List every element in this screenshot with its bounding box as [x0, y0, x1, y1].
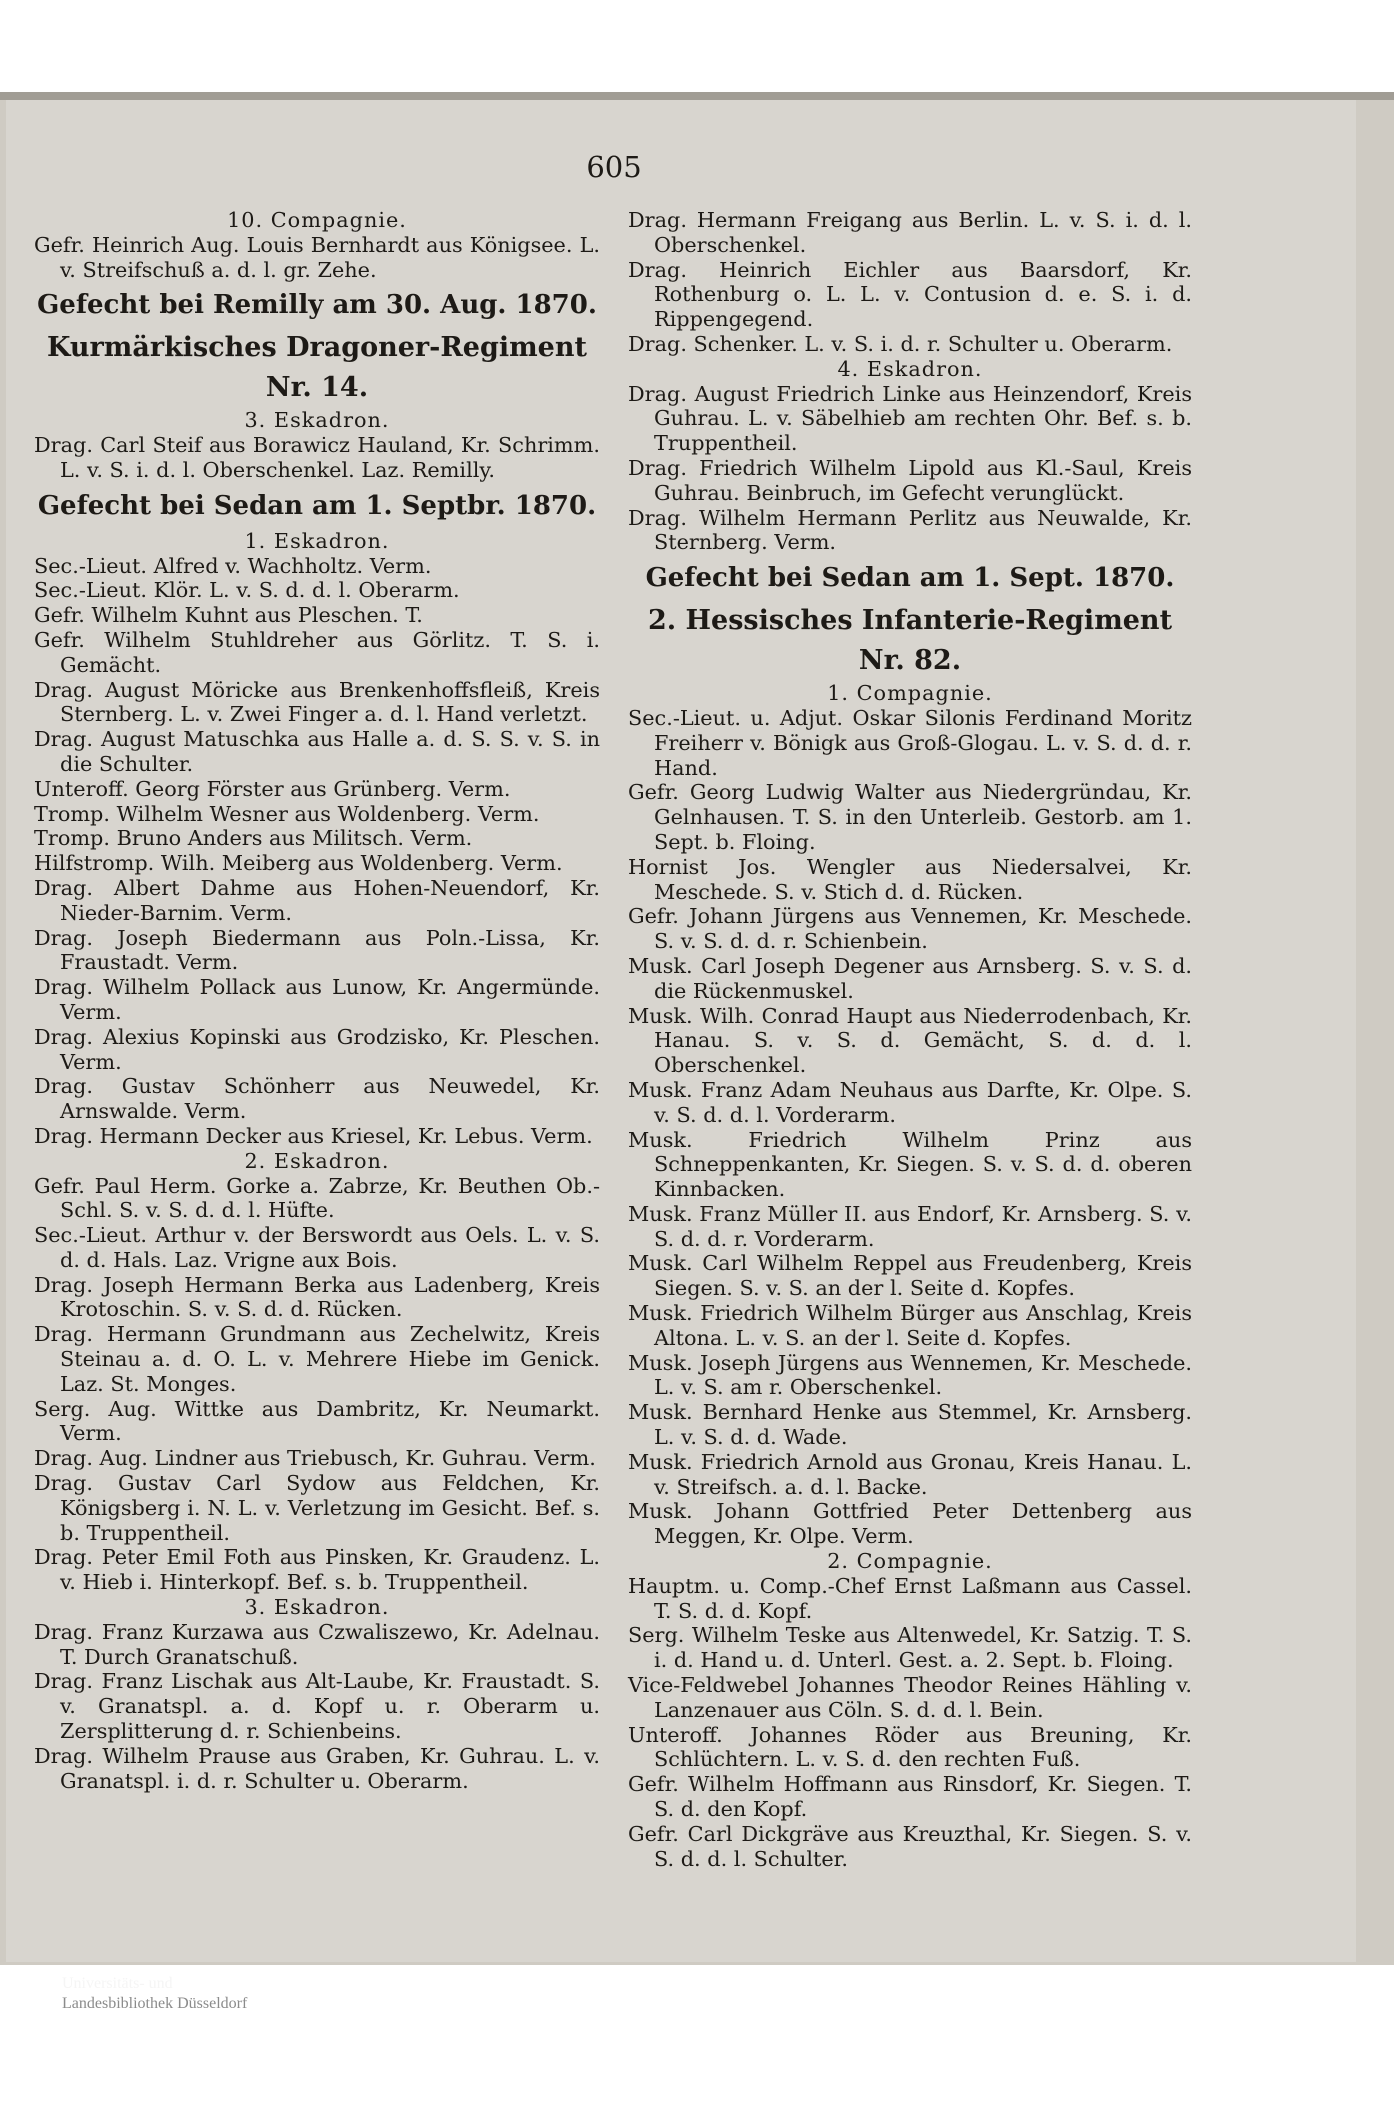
- list-entry: Drag. Franz Kurzawa aus Czwaliszewo, Kr. Adelnau. T. Durch Granatschuß.: [34, 1619, 600, 1669]
- list-entry: Gefr. Wilhelm Stuhldreher aus Görlitz. T. S. i. Gemächt.: [34, 627, 600, 677]
- list-entry: Musk. Carl Wilhelm Reppel aus Freudenberg, Kreis Siegen. S. v. S. an der l. Seite d. Kopfes.: [628, 1251, 1192, 1301]
- list-entry: Musk. Bernhard Henke aus Stemmel, Kr. Arnsberg. L. v. S. d. d. Wade.: [628, 1400, 1192, 1450]
- list-entry: Drag. Heinrich Eichler aus Baarsdorf, Kr. Rothenburg o. L. L. v. Contusion d. e. S. i. d. Rippengegend.: [628, 257, 1192, 332]
- list-entry: Drag. Franz Lischak aus Alt-Laube, Kr. Fraustadt. S. v. Granatspl. a. d. Kopf u. r. Oberarm u. Zersplitterung d. r. Schienbeins.: [34, 1669, 600, 1744]
- library-logo-line1: Universitäts- und: [62, 1975, 173, 1992]
- section-subheading: 4. Eskadron.: [837, 356, 983, 381]
- list-entry: Drag. Aug. Lindner aus Triebusch, Kr. Guhrau. Verm.: [34, 1446, 596, 1471]
- list-entry: Drag. August Matuschka aus Halle a. d. S. S. v. S. in die Schulter.: [34, 727, 600, 776]
- library-logo-text: [62, 1974, 247, 2014]
- section-heading: Gefecht bei Remilly am 30. Aug. 1870.: [37, 290, 597, 321]
- section-subheading: 2. Compagnie.: [827, 1549, 993, 1574]
- list-entry: Drag. Wilhelm Prause aus Graben, Kr. Guhrau. L. v. Granatspl. i. d. r. Schulter u. Oberarm.: [34, 1743, 600, 1793]
- list-entry: Drag. Joseph Biedermann aus Poln.-Lissa, Kr. Fraustadt. Verm.: [34, 925, 600, 975]
- section-subheading: 3. Eskadron.: [244, 1595, 390, 1620]
- list-entry: Musk. Friedrich Wilhelm Bürger aus Anschlag, Kreis Altona. L. v. S. an der l. Seite d. Kopfes.: [628, 1301, 1192, 1350]
- right-column: [628, 208, 1192, 1871]
- library-logo-line2: Landesbibliothek Düsseldorf: [62, 1995, 248, 2012]
- list-entry: Drag. Peter Emil Foth aus Pinsken, Kr. Graudenz. L. v. Hieb i. Hinterkopf. Bef. s. b. Truppentheil.: [34, 1545, 600, 1595]
- list-entry: Drag. Wilhelm Hermann Perlitz aus Neuwalde, Kr. Sternberg. Verm.: [628, 505, 1192, 555]
- list-entry: Serg. Wilhelm Teske aus Altenwedel, Kr. Satzig. T. S. i. d. Hand u. d. Unterl. Gest. a. 2. Sept. b. Floing.: [628, 1623, 1192, 1673]
- list-entry: Hilfstromp. Wilh. Meiberg aus Woldenberg. Verm.: [34, 851, 563, 876]
- list-entry: Gefr. Carl Dickgräve aus Kreuzthal, Kr. Siegen. S. v. S. d. d. l. Schulter.: [628, 1821, 1192, 1871]
- list-entry: Drag. Alexius Kopinski aus Grodzisko, Kr. Pleschen. Verm.: [34, 1024, 600, 1074]
- list-entry: Gefr. Wilhelm Kuhnt aus Pleschen. T.: [34, 603, 423, 628]
- list-entry: Musk. Wilh. Conrad Haupt aus Niederrodenbach, Kr. Hanau. S. v. S. d. Gemächt, S. d. d. l. Oberschenkel.: [628, 1003, 1192, 1078]
- list-entry: Musk. Carl Joseph Degener aus Arnsberg. S. v. S. d. die Rückenmuskel.: [628, 953, 1192, 1003]
- list-entry: Musk. Franz Adam Neuhaus aus Darfte, Kr. Olpe. S. v. S. d. d. l. Vorderarm.: [628, 1077, 1192, 1127]
- section-subheading: 10. Compagnie.: [227, 208, 407, 232]
- scan-top-edge: [0, 92, 1394, 100]
- list-entry: Drag. Hermann Decker aus Kriesel, Kr. Lebus. Verm.: [34, 1123, 593, 1148]
- list-entry: Drag. August Friedrich Linke aus Heinzendorf, Kreis Guhrau. L. v. Säbelhieb am rechten Ohr. Bef. s. b. Truppentheil.: [628, 381, 1192, 456]
- list-entry: Gefr. Johann Jürgens aus Vennemen, Kr. Meschede. S. v. S. d. d. r. Schienbein.: [628, 904, 1192, 954]
- list-entry: Unteroff. Johannes Röder aus Breuning, Kr. Schlüchtern. L. v. S. d. den rechten Fuß.: [628, 1722, 1192, 1772]
- list-entry: Musk. Joseph Jürgens aus Wennemen, Kr. Meschede. L. v. S. am r. Oberschenkel.: [628, 1350, 1192, 1400]
- list-entry: Hauptm. u. Comp.-Chef Ernst Laßmann aus Cassel. T. S. d. d. Kopf.: [628, 1573, 1192, 1623]
- list-entry: Drag. Friedrich Wilhelm Lipold aus Kl.-Saul, Kreis Guhrau. Beinbruch, im Gefecht verunglückt.: [628, 455, 1192, 505]
- list-entry: Gefr. Paul Herm. Gorke a. Zabrze, Kr. Beuthen Ob.-Schl. S. v. S. d. d. l. Hüfte.: [34, 1173, 600, 1223]
- section-heading: 2. Hessisches Infanterie-Regiment Nr. 82.: [647, 605, 1173, 677]
- section-heading: Gefecht bei Sedan am 1. Sept. 1870.: [645, 563, 1175, 594]
- section-subheading: 1. Compagnie.: [827, 681, 993, 706]
- list-entry: Sec.-Lieut. Arthur v. der Berswordt aus Oels. L. v. S. d. d. Hals. Laz. Vrigne aux Bois.: [34, 1223, 600, 1272]
- list-entry: Tromp. Wilhelm Wesner aus Woldenberg. Verm.: [34, 801, 540, 826]
- section-subheading: 2. Eskadron.: [244, 1148, 390, 1173]
- list-entry: Drag. Hermann Freigang aus Berlin. L. v. S. i. d. l. Oberschenkel.: [628, 208, 1192, 257]
- list-entry: Drag. Gustav Carl Sydow aus Feldchen, Kr. Königsberg i. N. L. v. Verletzung im Gesicht. Bef. s. b. Truppentheil.: [34, 1471, 600, 1545]
- section-subheading: 3. Eskadron.: [244, 408, 390, 433]
- list-entry: Serg. Aug. Wittke aus Dambritz, Kr. Neumarkt. Verm.: [34, 1396, 600, 1446]
- list-entry: Gefr. Wilhelm Hoffmann aus Rinsdorf, Kr. Siegen. T. S. d. den Kopf.: [628, 1772, 1192, 1822]
- list-entry: Gefr. Heinrich Aug. Louis Bernhardt aus Königsee. L. v. Streifschuß a. d. l. gr. Zehe.: [34, 232, 600, 282]
- list-entry: Drag. Schenker. L. v. S. i. d. r. Schulter u. Oberarm.: [628, 331, 1173, 356]
- list-entry: Drag. Carl Steif aus Borawicz Hauland, Kr. Schrimm. L. v. S. i. d. l. Oberschenkel. Laz. Remilly.: [34, 433, 600, 482]
- list-entry: Tromp. Bruno Anders aus Militsch. Verm.: [34, 826, 473, 851]
- section-subheading: 1. Eskadron.: [244, 528, 390, 553]
- list-entry: Musk. Friedrich Arnold aus Gronau, Kreis Hanau. L. v. Streifsch. a. d. l. Backe.: [628, 1449, 1192, 1499]
- list-entry: Vice-Feldwebel Johannes Theodor Reines Hähling v. Lanzenauer aus Cöln. S. d. d. l. Bein.: [628, 1673, 1192, 1722]
- list-entry: Musk. Friedrich Wilhelm Prinz aus Schneppenkanten, Kr. Siegen. S. v. S. d. d. oberen Kinnbacken.: [628, 1127, 1192, 1202]
- list-entry: Drag. Joseph Hermann Berka aus Ladenberg, Kreis Krotoschin. S. v. S. d. d. Rücken.: [34, 1272, 600, 1322]
- list-entry: Hornist Jos. Wengler aus Niedersalvei, Kr. Meschede. S. v. Stich d. d. Rücken.: [628, 854, 1192, 904]
- left-column: [34, 208, 600, 1793]
- list-entry: Gefr. Georg Ludwig Walter aus Niedergründau, Kr. Gelnhausen. T. S. in den Unterleib. Gestorb. am 1. Sept. b. Floing.: [628, 780, 1192, 854]
- list-entry: Musk. Johann Gottfried Peter Dettenberg aus Meggen, Kr. Olpe. Verm.: [628, 1499, 1192, 1549]
- list-entry: Sec.-Lieut. u. Adjut. Oskar Silonis Ferdinand Moritz Freiherr v. Bönigk aus Groß-Glogau. L. v. S. d. d. r. Hand.: [628, 705, 1192, 780]
- list-entry: Drag. August Möricke aus Brenkenhoffsfleiß, Kreis Sternberg. L. v. Zwei Finger a. d. l. Hand verletzt.: [34, 677, 600, 727]
- library-logo-icon: [8, 1973, 54, 2019]
- list-entry: Musk. Franz Müller II. aus Endorf, Kr. Arnsberg. S. v. S. d. d. r. Vorderarm.: [628, 1201, 1192, 1251]
- list-entry: Drag. Gustav Schönherr aus Neuwedel, Kr. Arnswalde. Verm.: [34, 1074, 600, 1124]
- list-entry: Sec.-Lieut. Klör. L. v. S. d. d. l. Oberarm.: [34, 578, 460, 603]
- list-entry: Unteroff. Georg Förster aus Grünberg. Verm.: [34, 776, 511, 801]
- section-heading: Gefecht bei Sedan am 1. Septbr. 1870.: [37, 490, 597, 521]
- section-heading: Kurmärkisches Dragoner-Regiment Nr. 14.: [47, 332, 587, 404]
- page-number: 605: [586, 150, 642, 184]
- list-entry: Sec.-Lieut. Alfred v. Wachholtz. Verm.: [34, 553, 432, 578]
- list-entry: Drag. Hermann Grundmann aus Zechelwitz, Kreis Steinau a. d. O. L. v. Mehrere Hiebe im Genick. Laz. St. Monges.: [34, 1322, 600, 1396]
- list-entry: Drag. Albert Dahme aus Hohen-Neuendorf, Kr. Nieder-Barnim. Verm.: [34, 875, 600, 925]
- list-entry: Drag. Wilhelm Pollack aus Lunow, Kr. Angermünde. Verm.: [34, 975, 600, 1024]
